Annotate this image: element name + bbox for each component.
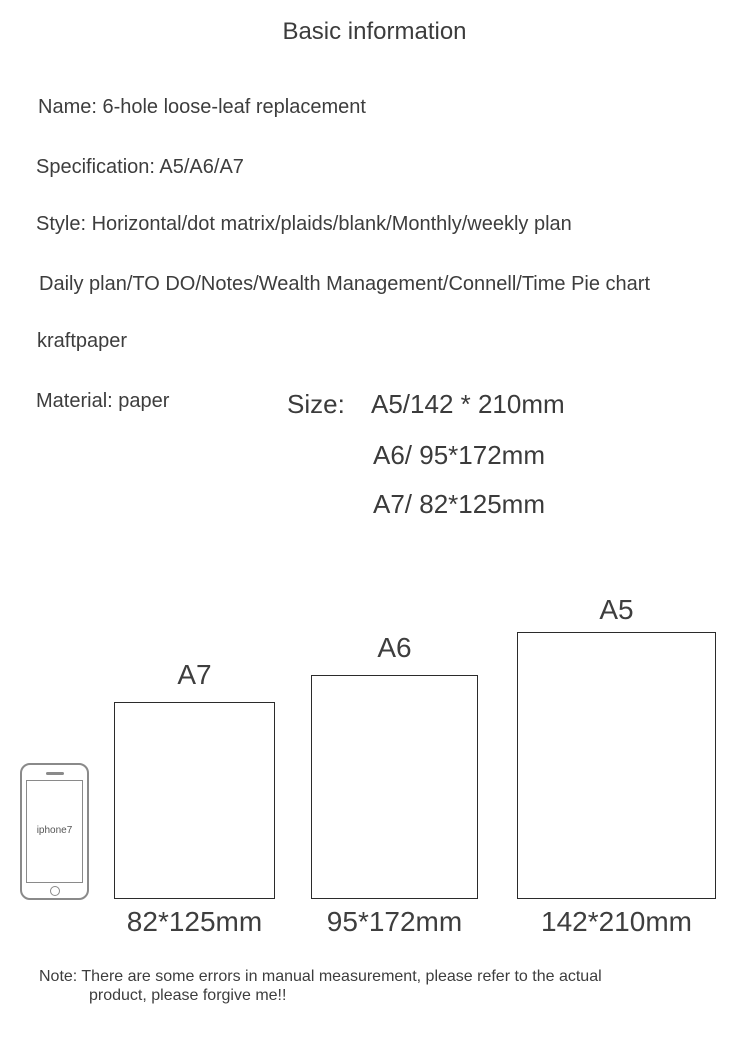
page-title: Basic information xyxy=(282,18,467,45)
kraft-paper: kraftpaper xyxy=(37,330,128,352)
specification: Specification: A5/A6/A7 xyxy=(36,156,244,178)
style-options: Style: Horizontal/dot matrix/plaids/blank/Monthly/weekly plan xyxy=(36,213,572,235)
paper-a6-rect xyxy=(311,675,478,899)
phone-home-button-icon xyxy=(50,886,60,896)
paper-a6-dimensions: 95*172mm xyxy=(326,906,463,937)
size-label: Size: xyxy=(287,389,345,419)
size-a5: A5/142 * 210mm xyxy=(371,389,565,419)
paper-a5-label: A5 xyxy=(599,594,634,625)
paper-a5-dimensions: 142*210mm xyxy=(541,906,692,937)
paper-a7-dimensions: 82*125mm xyxy=(126,906,263,937)
size-a7: A7/ 82*125mm xyxy=(373,489,545,519)
phone-speaker-icon xyxy=(46,772,64,775)
note-line-1: Note: There are some errors in manual measurement, please refer to the actual xyxy=(39,968,602,985)
material: Material: paper xyxy=(36,390,170,412)
size-a6: A6/ 95*172mm xyxy=(373,440,545,470)
iphone-illustration xyxy=(20,763,89,900)
product-name: Name: 6-hole loose-leaf replacement xyxy=(38,96,366,118)
paper-a5-rect xyxy=(517,632,716,899)
paper-a7-rect xyxy=(114,702,275,899)
style-options-continued: Daily plan/TO DO/Notes/Wealth Management/Connell/Time Pie chart xyxy=(39,273,651,295)
note-line-2: product, please forgive me!! xyxy=(89,987,287,1004)
paper-a6-label: A6 xyxy=(377,632,412,663)
phone-label: iphone7 xyxy=(36,825,73,836)
phone-screen xyxy=(26,780,83,883)
measurement-note xyxy=(39,967,719,1005)
paper-a7-label: A7 xyxy=(177,659,212,690)
